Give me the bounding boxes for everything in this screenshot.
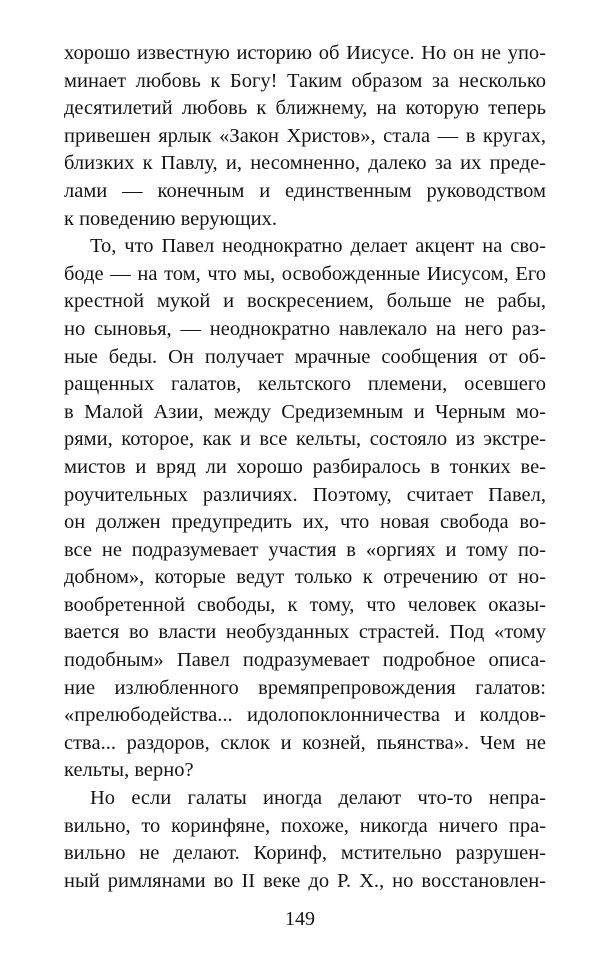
text-line: Но если галаты иногда делают что-то непра-	[90, 787, 546, 810]
page-number: 149	[285, 908, 315, 930]
text-line: ращенных галатов, кельтского племени, осевшего	[64, 373, 546, 396]
text-line: вообретенной свободы, к тому, что человек оказы-	[64, 593, 546, 616]
text-line: вильно, то коринфяне, похоже, никогда ничего пра-	[64, 814, 546, 837]
paragraph	[64, 40, 546, 233]
text-line: к поведению верующих.	[64, 207, 277, 230]
text-line: но сыновья, — неоднократно навлекало на него раз-	[64, 317, 546, 340]
text-line: близких к Павлу, и, несомненно, далеко за их преде-	[64, 152, 546, 175]
text-line: ные беды. Он получает мрачные сообщения от об-	[64, 345, 546, 368]
page-body-text	[64, 40, 546, 895]
text-line: То, что Павел неоднократно делает акцент на сво-	[90, 235, 546, 258]
paragraph	[64, 785, 546, 895]
text-line: вается во власти необузданных страстей. Под «тому	[64, 621, 546, 644]
text-line: подобным» Павел подразумевает подробное описа-	[64, 649, 546, 672]
paragraph	[64, 233, 546, 785]
text-line: лами — конечным и единственным руководством	[64, 179, 546, 202]
text-line: крестной мукой и воскресением, больше не рабы,	[64, 290, 546, 313]
text-line: вильно не делают. Коринф, мстительно разрушен-	[64, 842, 546, 865]
text-line: роучительных различиях. Поэтому, считает Павел,	[64, 483, 546, 506]
text-line: добном», которые ведут только к отречению от но-	[64, 566, 546, 589]
text-line: боде — на том, что мы, освобожденные Иисусом, Его	[64, 262, 546, 285]
text-line: хорошо известную историю об Иисусе. Но он не упо-	[64, 42, 546, 64]
text-line: в Малой Азии, между Средиземным и Черным мо-	[64, 400, 546, 423]
text-line: минает любовь к Богу! Таким образом за несколько	[64, 69, 546, 92]
text-line: привешен ярлык «Закон Христов», стала — в кругах,	[64, 124, 546, 147]
text-line: мистов и вряд ли хорошо разбиралось в тонких ве-	[64, 455, 546, 478]
text-line: он должен предупредить их, что новая свобода во-	[64, 511, 546, 534]
text-line: все не подразумевает участия в «оргиях и тому по-	[64, 538, 546, 561]
text-line: ние излюбленного времяпрепровождения галатов:	[64, 676, 546, 699]
text-line: ства... раздоров, склок и козней, пьянства». Чем не	[64, 731, 546, 754]
text-line: десятилетий любовь к ближнему, на которую теперь	[64, 97, 546, 120]
text-line: ный римлянами во II веке до Р. Х., но восстановлен-	[64, 869, 546, 892]
text-line: рями, которое, как и все кельты, состояло из экстре-	[64, 428, 546, 451]
text-line: «прелюбодейства... идолопоклонничества и колдов-	[64, 704, 546, 727]
text-line: кельты, верно?	[64, 759, 194, 782]
